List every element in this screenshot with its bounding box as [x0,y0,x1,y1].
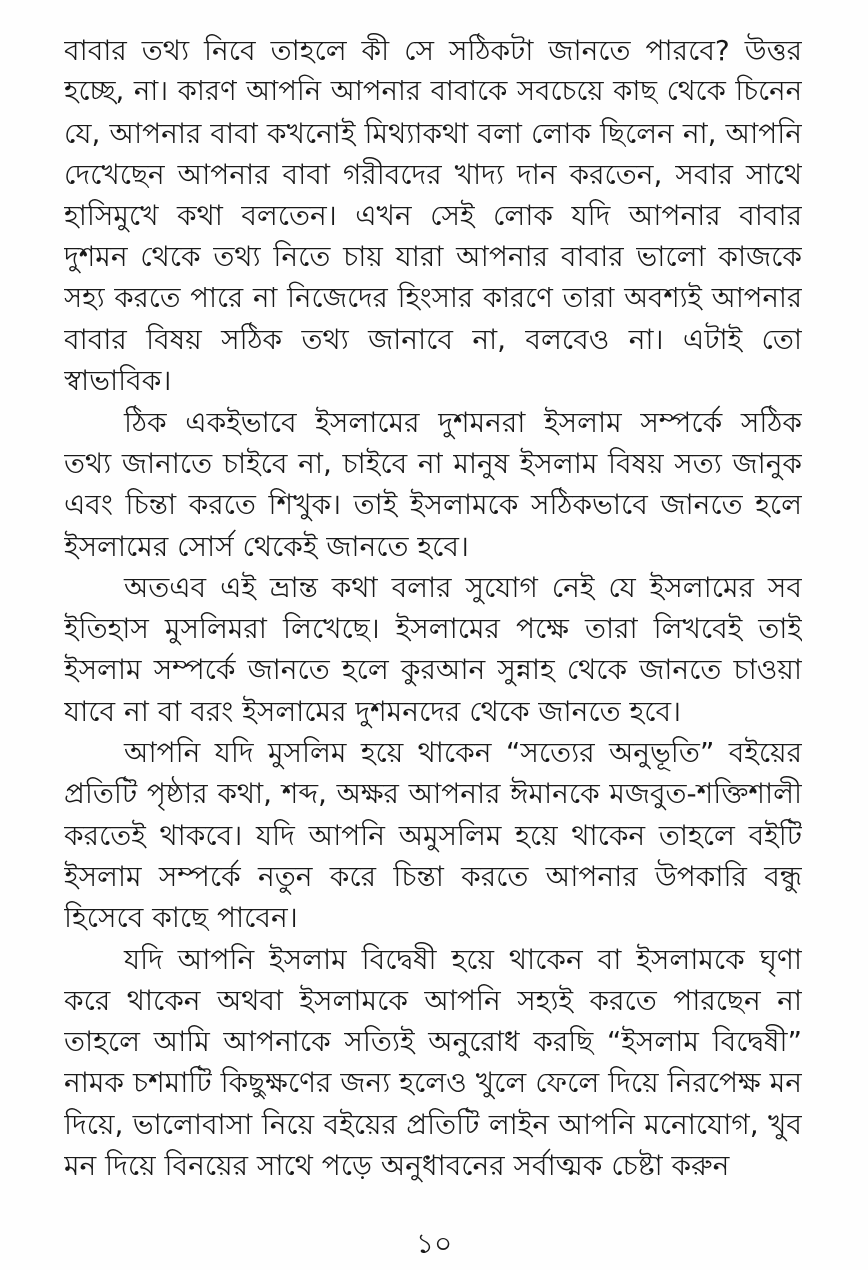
text-line: ইসলাম সম্পর্কে নতুন করে চিন্তা করতে আপনার উপকারি বন্ধু [64,859,802,893]
text-line: স্বাভাবিক। [64,364,172,398]
text-line: সহ্য করতে পারে না নিজেদের হিংসার কারণে তারা অবশ্যই আপনার [64,281,802,314]
text-line: করতেই থাকবে। যদি আপনি অমুসলিম হয়ে থাকেন তাহলে বইটি [64,818,802,852]
text-line: মন দিয়ে বিনয়ের সাথে পড়ে অনুধাবনের সর্বাত্মক চেষ্টা করুন [64,1149,730,1183]
text-line: আপনি যদি মুসলিম হয়ে থাকেন “সত্যের অনুভূতি” বইয়ের [124,736,802,770]
text-line: ইসলামের সোর্স থেকেই জানতে হবে। [64,529,469,563]
text-line: দেখেছেন আপনার বাবা গরীবদের খাদ্য দান করতেন, সবার সাথে [64,157,802,191]
body-text [64,30,802,1186]
text-line: এবং চিন্তা করতে শিখুক। তাই ইসলামকে সঠিকভাবে জানতে হলে [64,488,802,522]
paragraph [64,30,802,402]
text-line: যদি আপনি ইসলাম বিদ্বেষী হয়ে থাকেন বা ইসলামকে ঘৃণা [124,942,802,976]
text-line: বাবার তথ্য নিবে তাহলে কী সে সঠিকটা জানতে পারবে? উত্তর [64,34,802,67]
text-line: যে, আপনার বাবা কখনোই মিথ্যাকথা বলা লোক ছিলেন না, আপনি [64,116,802,150]
text-line: ইসলাম সম্পর্কে জানতে হলে কুরআন সুন্নাহ থেকে জানতে চাওয়া [64,653,802,687]
text-line: হাসিমুখে কথা বলতেন। এখন সেই লোক যদি আপনার বাবার [64,199,802,233]
page-number: ১০ [415,1227,453,1260]
text-line: করে থাকেন অথবা ইসলামকে আপনি সহ্যই করতে পারছেন না [64,983,802,1017]
text-line: অতএব এই ভ্রান্ত কথা বলার সুযোগ নেই যে ইসলামের সব [124,570,802,604]
paragraph [64,732,802,938]
text-line: তাহলে আমি আপনাকে সত্যিই অনুরোধ করছি “ইসলাম বিদ্বেষী” [64,1025,802,1059]
text-line: দুশমন থেকে তথ্য নিতে চায় যারা আপনার বাবার ভালো কাজকে [64,240,802,274]
text-line: ইতিহাস মুসলিমরা লিখেছে। ইসলামের পক্ষে তারা লিখবেই তাই [64,612,802,646]
text-line: ঠিক একইভাবে ইসলামের দুশমনরা ইসলাম সম্পর্কে সঠিক [124,405,802,439]
text-line: বাবার বিষয় সঠিক তথ্য জানাবে না, বলবেও না। এটাই তো [64,323,802,357]
text-line: প্রতিটি পৃষ্ঠার কথা, শব্দ, অক্ষর আপনার ঈমানকে মজবুত-শক্তিশালী [64,777,802,811]
text-line: তথ্য জানাতে চাইবে না, চাইবে না মানুষ ইসলাম বিষয় সত্য জানুক [64,446,802,480]
paragraph [64,567,802,732]
text-line: দিয়ে, ভালোবাসা নিয়ে বইয়ের প্রতিটি লাইন আপনি মনোযোগ, খুব [64,1107,802,1141]
paragraph [64,402,802,567]
text-line: যাবে না বা বরং ইসলামের দুশমনদের থেকে জানতে হবে। [64,694,682,728]
paragraph [64,939,802,1187]
text-line: নামক চশমাটি কিছুক্ষণের জন্য হলেও খুলে ফেলে দিয়ে নিরপেক্ষ মন [64,1066,802,1100]
text-line: হচ্ছে, না। কারণ আপনি আপনার বাবাকে সবচেয়ে কাছ থেকে চিনেন [64,75,802,108]
text-line: হিসেবে কাছে পাবেন। [64,901,298,935]
